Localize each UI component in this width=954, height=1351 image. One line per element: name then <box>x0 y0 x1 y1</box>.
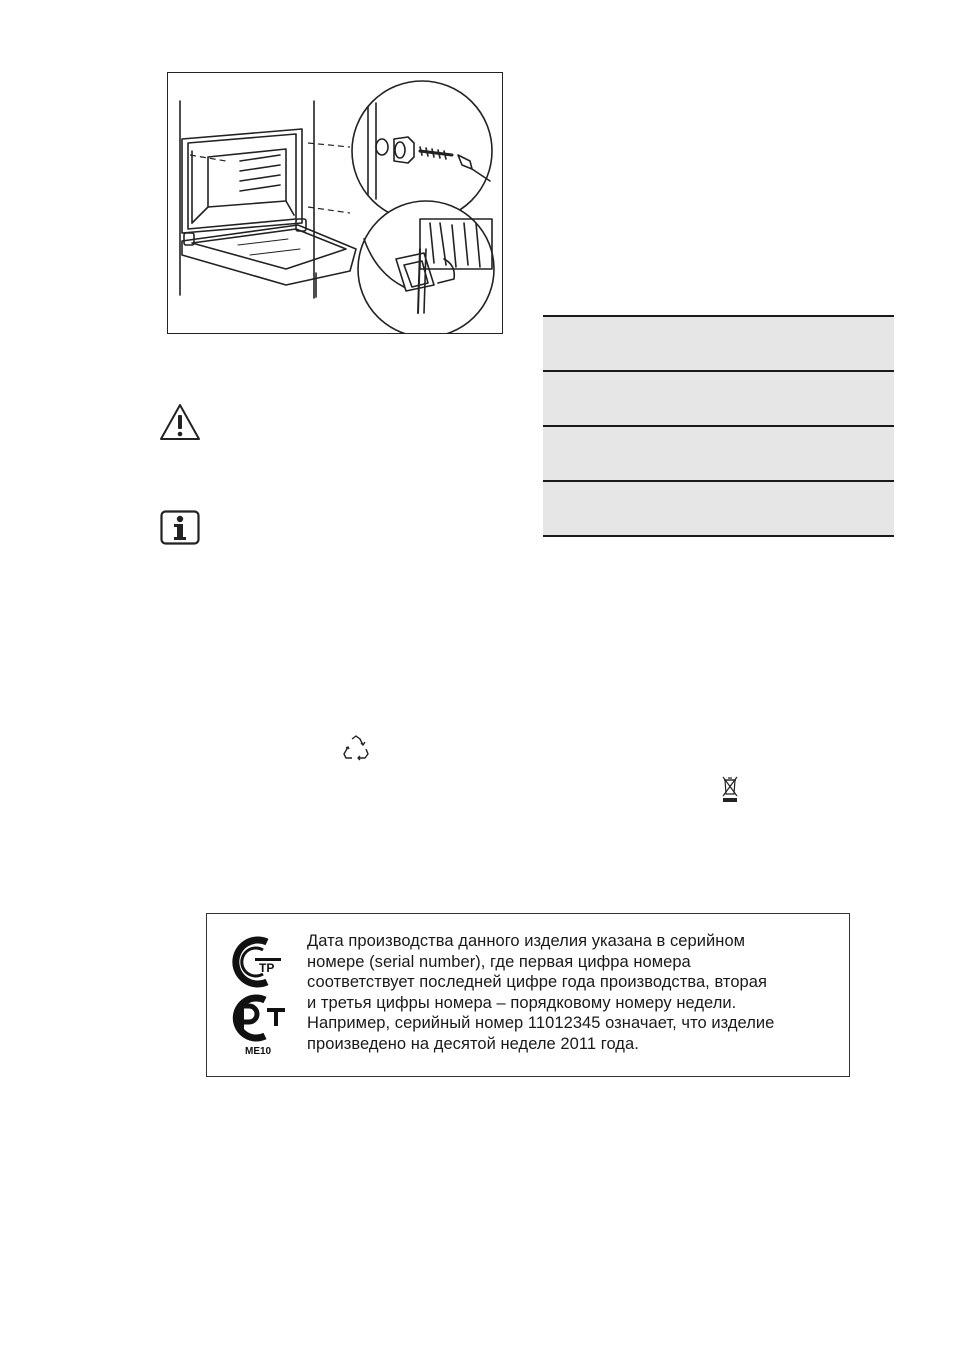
table-row <box>543 481 894 536</box>
certification-box <box>206 913 850 1077</box>
gost-tr-mark-icon <box>236 940 281 984</box>
notice-line: номере (serial number), где первая цифра номера <box>307 952 691 971</box>
installation-figure <box>167 72 503 334</box>
table-cell <box>543 371 894 426</box>
table-row <box>543 371 894 426</box>
svg-text:ТР: ТР <box>259 961 275 975</box>
table-cell <box>543 481 894 536</box>
crossed-out-wheelie-bin-icon <box>720 775 740 808</box>
rostest-mark-icon <box>236 998 285 1038</box>
specification-table <box>543 315 894 537</box>
recycle-icon <box>342 735 370 766</box>
table-row <box>543 426 894 481</box>
notice-line: Например, серийный номер 11012345 означает, что изделие <box>307 1014 775 1033</box>
notice-line: соответствует последней цифре года производства, вторая <box>307 973 767 992</box>
table-cell <box>543 316 894 371</box>
warning-triangle-icon <box>159 403 201 446</box>
table-row <box>543 316 894 371</box>
notice-line: произведено на десятой неделе 2011 года. <box>307 1034 639 1053</box>
notice-line: и третья цифры номера – порядковому номеру недели. <box>307 993 737 1012</box>
production-date-notice <box>307 931 837 1055</box>
info-icon <box>160 510 200 551</box>
notice-line: Дата производства данного изделия указана в серийном <box>307 932 746 950</box>
table-cell <box>543 426 894 481</box>
certification-code: МЕ10 <box>245 1046 272 1057</box>
certification-marks <box>229 934 293 1063</box>
oven-door-installation-diagram <box>168 73 502 333</box>
